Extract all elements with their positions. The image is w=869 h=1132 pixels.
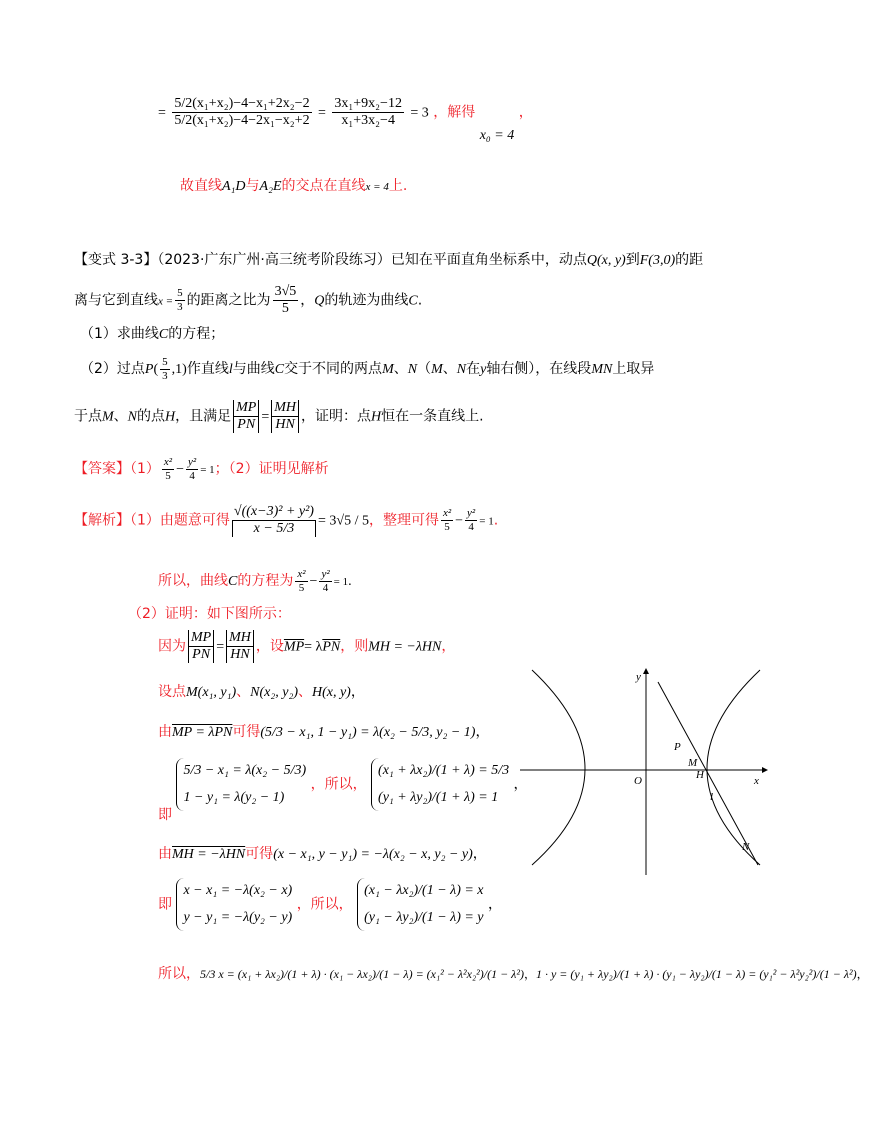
- label-y: y: [636, 671, 641, 683]
- hyperbola-left-branch: [532, 670, 585, 865]
- problem-tag: 【变式 3-3】: [74, 252, 158, 268]
- solve-label: ，解得: [433, 104, 476, 121]
- label-l: l: [710, 791, 714, 803]
- solution-line-5: 设点M(x₁, y₁)、N(x₂, y₂)、H(x, y)，: [158, 684, 365, 700]
- fraction-1: $\frac{\text{5/2(x₁+x₂)−4−x₁+2x₂−2}}{\text{5/2(x₁+x₂)−4−2x₁−x₂+2}}$: [174, 96, 310, 129]
- label-N: N: [742, 841, 750, 853]
- label-x: x: [754, 775, 759, 787]
- solution-line-7: 即 5/3 − x₁ = λ(x₂ − 5/3) 1 − y₁ = λ(y₂ − 1) ，所以， (x₁ + λx₂)/(1 + λ) = 5/3 (y₁ + λy₂)/(1 + λ) = 1 ，: [158, 758, 528, 811]
- solution-line-8: 由MH = −λHN可得(x − x₁, y − y₁) = −λ(x₂ − x, y₂ − y)，: [158, 846, 487, 862]
- top-conclusion: 故直线A₁D与A₂E的交点在直线x = 4上.: [180, 178, 408, 194]
- question-2-line-2: 于点M、N的点H，且满足 $\frac{MP}{PN}$ = $\frac{MH}{HN}$ ，证明：点H恒在一条直线上.: [74, 400, 484, 433]
- eq-prefix: =: [158, 105, 166, 121]
- solution-line-4: 因为 $\frac{MP}{PN}$ = $\frac{MH}{HN}$ ，设$\overline{MP}= \lambda\overline{PN}$，则MH = −λHN，: [158, 630, 456, 663]
- answer-line: 【答案】（1） $\frac{\text{x²}}{5}$ − $\frac{\text{y²}}{4}$ = 1；（2）证明见解析: [74, 456, 329, 482]
- problem-line-1: 【变式 3-3】（2023·广东广州·高三统考阶段练习）已知在平面直角坐标系中，动点Q(x, y)到F(3,0)的距: [74, 252, 704, 268]
- solution-line-2: 所以，曲线C的方程为 $\frac{\text{x²}}{5}$ − $\frac{\text{y²}}{4}$ = 1.: [158, 568, 352, 594]
- top-derivation: = $\frac{\text{5/2(x₁+x₂)−4−x₁+2x₂−2}}{\text{5/2(x₁+x₂)−4−2x₁−x₂+2}}$ = $\frac{\text{3x₁+9x₂−12}}{\text{x₁+3x₂−4}}$ = 3 ，解得 x₀ = 4 ，: [158, 96, 533, 143]
- question-1: （1）求曲线C的方程；: [80, 326, 225, 342]
- x-axis-arrow: [762, 767, 768, 773]
- y-axis-arrow: [643, 668, 649, 674]
- label-P: P: [674, 741, 681, 753]
- x0-result: x₀ = 4: [479, 127, 515, 143]
- eq-result: = 3: [410, 105, 429, 121]
- hyperbola-right-branch: [707, 670, 760, 865]
- system-1: 5/3 − x₁ = λ(x₂ − 5/3) 1 − y₁ = λ(y₂ − 1): [176, 758, 306, 811]
- question-2-line-1: （2）过点P( $\frac{5}{3}$ ,1)作直线l与曲线C交于不同的两点M、N（M、N在y轴右侧），在线段MN上取异: [80, 356, 655, 382]
- hyperbola-figure: [520, 660, 770, 880]
- solution-line-10: 所以，5/3 x = (x₁ + λx₂)/(1 + λ) · (x₁ − λx₂)/(1 − λ) = (x₁² − λ²x₂²)/(1 − λ²)，1 · y = (y₁ + λy₂)/(1 + λ) · (y₁ − λy₂)/(1 − λ) = (y₁² − λ²y₂²)/(1 − λ²)，: [158, 966, 869, 982]
- fraction-2: $\frac{\text{3x₁+9x₂−12}}{\text{x₁+3x₂−4}}$: [334, 96, 402, 129]
- line-l: [658, 682, 758, 865]
- system-4: (x₁ − λx₂)/(1 − λ) = x (y₁ − λy₂)/(1 − λ) = y: [357, 878, 483, 931]
- solution-line-1: 【解析】（1）由题意可得 $\frac{\text{√((x−3)² + y²)}}{x - 5/3}$ = 3√5 / 5，整理可得 $\frac{\text{x²}}{5}$ − $\frac{\text{y²}}{4}$ = 1.: [74, 504, 499, 537]
- label-H: H: [696, 769, 704, 781]
- solution-line-6: 由MP = λPN可得(5/3 − x₁, 1 − y₁) = λ(x₂ − 5/3, y₂ − 1)，: [158, 724, 490, 740]
- label-M: M: [688, 757, 698, 769]
- label-O: O: [634, 775, 642, 787]
- solution-line-9: 即 x − x₁ = −λ(x₂ − x) y − y₁ = −λ(y₂ − y) ，所以， (x₁ − λx₂)/(1 − λ) = x (y₁ − λy₂)/(1 − λ) = y ，: [158, 878, 502, 931]
- solution-tag: 【解析】: [74, 512, 130, 529]
- system-2: (x₁ + λx₂)/(1 + λ) = 5/3 (y₁ + λy₂)/(1 + λ) = 1: [371, 758, 509, 811]
- system-3: x − x₁ = −λ(x₂ − x) y − y₁ = −λ(y₂ − y): [176, 878, 292, 931]
- answer-tag: 【答案】: [74, 461, 130, 478]
- problem-line-2: 离与它到直线x = $\frac{5}{3}$ 的距离之比为 $\frac{3√5}{5}$ ，Q的轨迹为曲线C.: [74, 284, 423, 317]
- solution-line-3: （2）证明：如下图所示：: [128, 606, 291, 622]
